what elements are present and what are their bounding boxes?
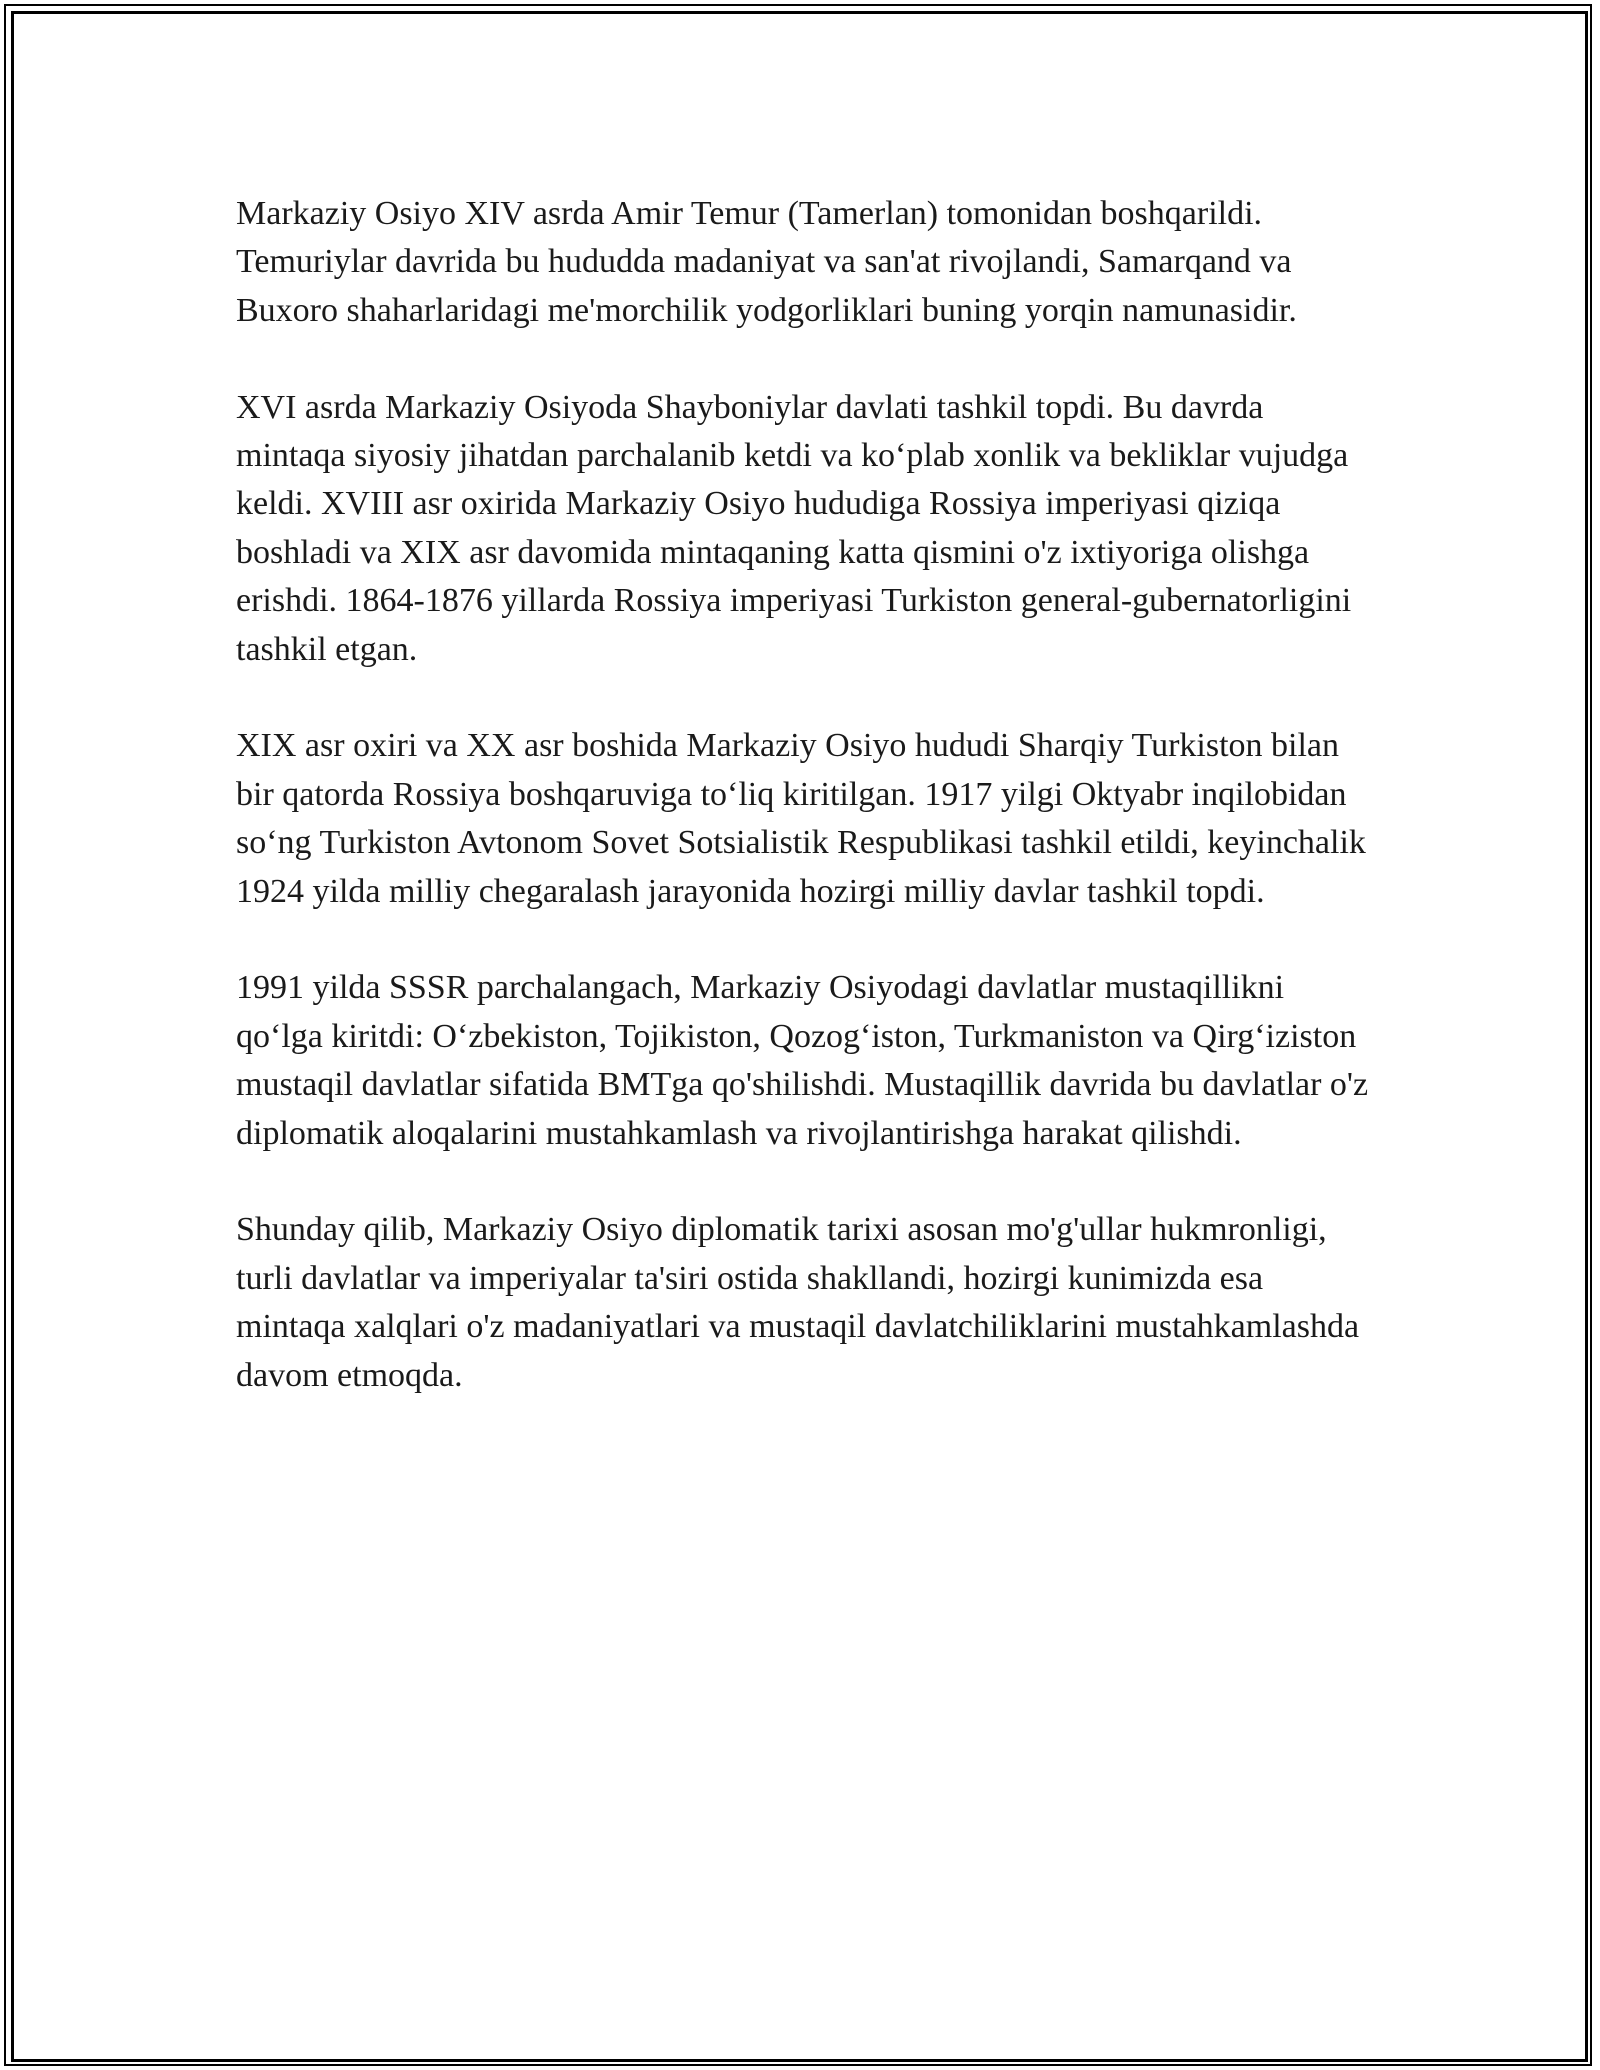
document-body xyxy=(236,190,1376,1400)
paragraph-xulosa: Shunday qilib, Markaziy Osiyo diplomatik tarixi asosan mo'g'ullar hukmronligi, turli davlatlar va imperiyalar ta'siri ostida shakllandi, hozirgi kunimizda esa mintaqa xalqlari o'z madaniyatlari va mustaqil davlatchiliklarini mustahkamlashda davom etmoqda. xyxy=(236,1211,1360,1394)
paragraph-shayboniylar: XVI asrda Markaziy Osiyoda Shayboniylar davlati tashkil topdi. Bu davrda mintaqa siyosiy jihatdan parchalanib ketdi va ko‘plab xonlik va bekliklar vujudga keldi. XVIII asr oxirida Markaziy Osiyo hududiga Rossiya imperiyasi qiziqa boshladi va XIX asr davomida mintaqaning katta qismini o'z ixtiyoriga olishga erishdi. 1864-1876 yillarda Rossiya imperiyasi Turkiston general-gubernatorligini tashkil etgan. xyxy=(236,388,1352,668)
paragraph-rossiya-boshqaruvi: XIX asr oxiri va XX asr boshida Markaziy Osiyo hududi Sharqiy Turkiston bilan bir qatorda Rossiya boshqaruviga to‘liq kiritilgan. 1917 yilgi Oktyabr inqilobidan so‘ng Turkiston Avtonom Sovet Sotsialistik Respublikasi tashkil etildi, keyinchalik 1924 yilda milliy chegaralash jarayonida hozirgi milliy davlar tashkil topdi. xyxy=(236,727,1366,910)
paragraph-mustaqillik: 1991 yilda SSSR parchalangach, Markaziy Osiyodagi davlatlar mustaqillikni qo‘lga kiritdi: O‘zbekiston, Tojikiston, Qozog‘iston, Turkmaniston va Qirg‘iziston mustaqil davlatlar sifatida BMTga qo'shilishdi. Mustaqillik davrida bu davlatlar o'z diplomatik aloqalarini mustahkamlash va rivojlantirishga harakat qilishdi. xyxy=(236,969,1369,1152)
paragraph-amir-temur: Markaziy Osiyo XIV asrda Amir Temur (Tamerlan) tomonidan boshqarildi. Temuriylar davrida bu hududda madaniyat va san'at rivojlandi, Samarqand va Buxoro shaharlaridagi me'morchilik yodgorliklari buning yorqin namunasidir. xyxy=(236,195,1297,329)
